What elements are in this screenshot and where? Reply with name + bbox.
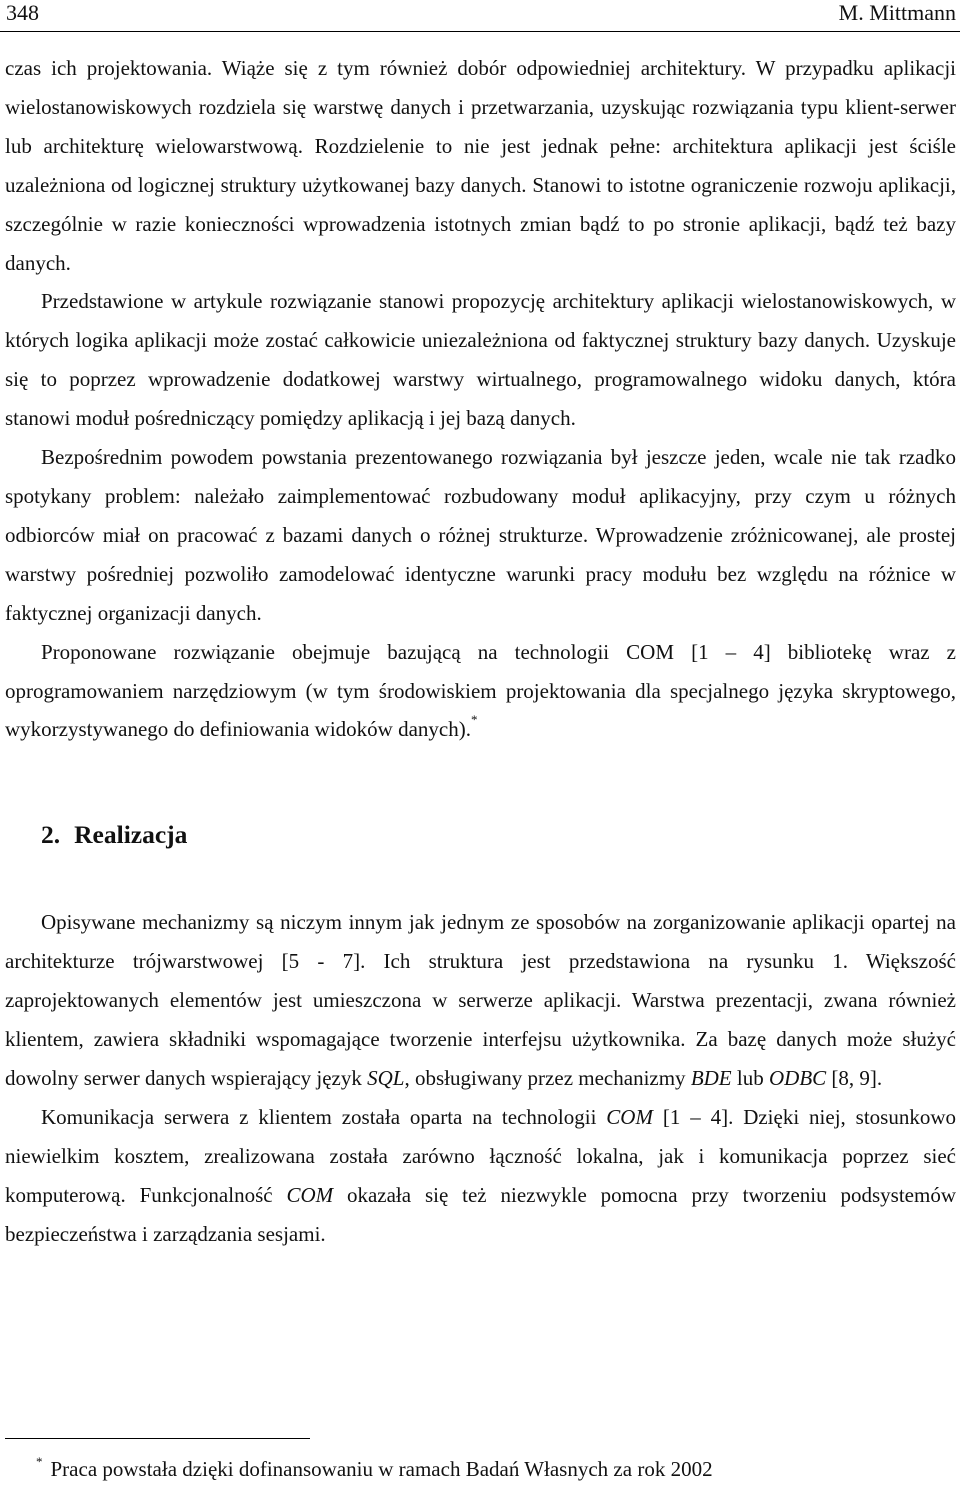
main-text xyxy=(5,49,956,1253)
page-number: 348 xyxy=(6,0,39,25)
section-title: Realizacja xyxy=(74,820,188,850)
header-rule xyxy=(0,31,960,32)
section-number: 2. xyxy=(41,820,61,850)
footnote-rule xyxy=(5,1438,310,1439)
footnote-text: Praca powstała dzięki dofinansowaniu w ramach Badań Własnych za rok 2002 xyxy=(50,1457,713,1481)
paragraph: Komunikacja serwera z klientem została oparta na technologii COM [1 – 4]. Dzięki niej, stosunkowo niewielkim kosztem, zrealizowana została zarówno łączność lokalna, jak i komunikacja poprzez sieć komputerową. Funkcjonalność COM okazała się też niezwykle pomocna przy tworzeniu podsystemów bezpieczeństwa i zarządzania sesjami. xyxy=(5,1104,957,1246)
running-header xyxy=(6,0,956,30)
term-odbc: ODBC xyxy=(768,1065,827,1090)
paragraph: czas ich projektowania. Wiąże się z tym również dobór odpowiedniej architektury. W przypadku aplikacji wielostanowiskowych rozdziela się warstwę danych i przetwarzania, uzyskując rozwiązania typu klient-serwer lub architekturę wielowarstwową. Rozdzielenie to nie jest jednak pełne: architektura aplikacji jest ściśle uzależniona od logicznej struktury użytkowanej bazy danych. Stanowi to istotne ograniczenie rozwoju aplikacji, szczególnie w razie konieczności wprowadzenia istotnych zmian bądź to po stronie aplikacji, bądź też bazy danych. xyxy=(5,56,956,275)
term-bde: BDE xyxy=(690,1065,732,1090)
paragraph: Proponowane rozwiązanie obejmuje bazującą na technologii COM [1 – 4] bibliotekę wraz z oprogramowaniem narzędziowym (w tym środowiskiem projektowania dla specjalnego języka skryptowego, wykorzystywanego do definiowania widoków danych).* xyxy=(5,639,956,742)
footnote-reference[interactable]: * xyxy=(470,712,478,728)
paragraph: Opisywane mechanizmy są niczym innym jak jednym ze sposobów na zorganizowanie aplikacji opartej na architekturze trójwarstwowej [5 - 7]. Ich struktura jest przedstawiona na rysunku 1. Większość zaprojektowanych elementów jest umieszczona w serwerze aplikacji. Warstwa prezentacji, zwana również klientem, zawiera składniki wspomagające tworzenie interfejsu użytkownika. Za bazę danych może służyć dowolny serwer danych wspierający język SQL, obsługiwany przez mechanizmy BDE lub ODBC [8, 9]. xyxy=(5,910,956,1090)
footnote xyxy=(36,1447,713,1484)
term-com: COM xyxy=(606,1104,653,1129)
paragraph: Bezpośrednim powodem powstania prezentowanego rozwiązania był jeszcze jeden, wcale nie tak rzadko spotykany problem: należało zaimplementować rozbudowany moduł aplikacyjny, przy czym u różnych odbiorców miał on pracować z bazami danych o różnej strukturze. Wprowadzenie zróżnicowanej, ale prostej warstwy pośredniej pozwoliło zamodelować identyczne warunki pracy modułu bez względu na różnice w faktycznej organizacji danych. xyxy=(5,445,956,625)
section-heading xyxy=(41,815,956,855)
term-sql: SQL xyxy=(367,1065,405,1090)
footnote-marker: * xyxy=(36,1454,43,1469)
paragraph: Przedstawione w artykule rozwiązanie stanowi propozycję architektury aplikacji wielostanowiskowych, w których logika aplikacji może zostać całkowicie uniezależniona od faktycznej struktury bazy danych. Uzyskuje się to poprzez wprowadzenie dodatkowej warstwy wirtualnego, programowalnego widoku danych, która stanowi moduł pośredniczący pomiędzy aplikacją i jej bazą danych. xyxy=(5,289,956,431)
running-author: M. Mittmann xyxy=(838,0,956,25)
term-com: COM xyxy=(286,1182,334,1207)
